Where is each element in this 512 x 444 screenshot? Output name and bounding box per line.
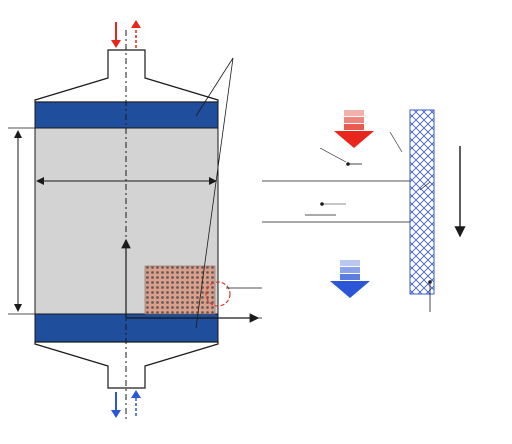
cold-fluid-arrow [330, 260, 370, 298]
vessel [35, 30, 262, 420]
particle-detail [262, 110, 460, 312]
discharge-in-arrowhead [131, 390, 141, 398]
tp-leader [320, 148, 346, 162]
discharge-out-arrowhead [131, 20, 141, 28]
charge-out-arrowhead [111, 410, 121, 418]
hot-fluid-arrow [334, 110, 374, 148]
tw-leader [390, 132, 402, 152]
charge-in-arrowhead [111, 40, 121, 48]
insulation-hatching [410, 110, 434, 294]
dimension-h [8, 128, 35, 314]
packed-particle-region [145, 266, 215, 314]
